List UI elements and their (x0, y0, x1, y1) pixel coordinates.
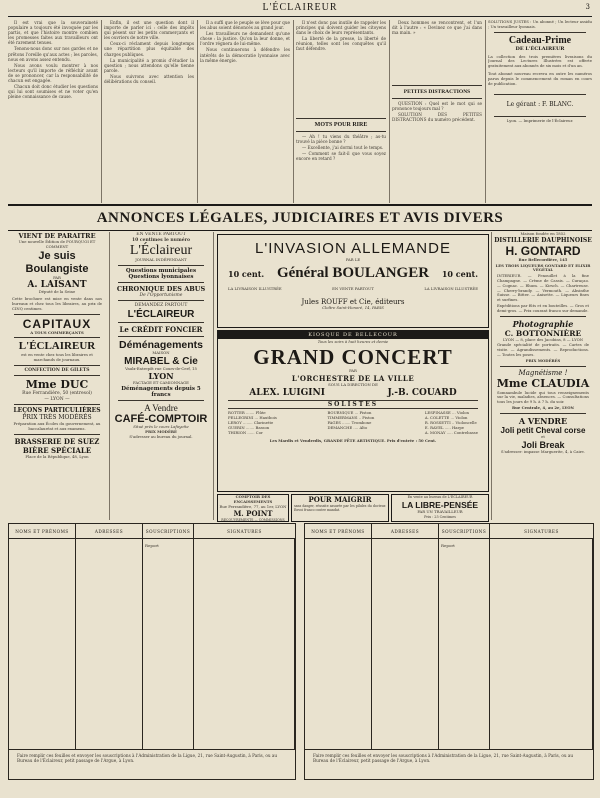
invasion-title: L'INVASION ALLEMANDE (255, 240, 451, 257)
prime-heading: Cadeau-Prime (508, 34, 572, 46)
maison-label: MAISON (152, 349, 170, 355)
editorial-column-3: Il a suffi que le peuple se lève pour que les abus soient dénoncés au grand jour. Les travailleurs ne demandent qu'une chose : la justice. Qu'on la leur donne, et l'ordre régnera de lui-même. Nous continuerons à défendre les intérêts de la démocratie lyonnaise avec la même énergie. (200, 20, 290, 63)
ad-column-right: Maison fondée en 1852 DISTILLERIE DAUPHINOISE H. GONTARD Rue Bellecordière, 145 LES TROIS LIQUEURS GONTARD ET ELIXIR VÉGÉTAL INTERIEUR. — Fenouillet à la fine Champagne. — Crème de Cassis. — Curaçao. — Cognac. — Rhum. — Kirsch. — Chartreuse. — Cherry-brandy. — Vermouth. — Absinthe Suisse. — Bitter. — Anisette. — Liqueurs fines et surfines. Expéditions par fûts et en bouteilles. — Gros et demi-gros. — Prix courant franco sur demande. Photographie C. BOTTONNIÈRE LYON — 8, place des Jacobins, 8 — LYON Grande spécialité de portraits. — Cartes de visite. — Agrandissements. — Reproductions. — Toutes les poses. PRIX MODÉRÉS Magnétisme ! Mme CLAUDIA Somnambule lucide qui tous renseignements sur la vie, maladies, absences. — Consultations tous les jours de 9 h. à 7 h. du soir. Rue Centrale, 4, au 2e, LYON A VENDRE Joli petit Cheval corse et Joli Break S'adresser: impasse Marguerite, 4, à Caire. (494, 232, 592, 454)
distillerie: DISTILLERIE DAUPHINOISE (494, 236, 592, 244)
a-vendre: A Vendre (144, 403, 178, 414)
bottonniere-prix: PRIX MODÉRÉS (525, 357, 561, 363)
column-rule (213, 232, 214, 520)
lecons-prix: PRIX TRÈS MODÉRÉS (22, 414, 92, 422)
column-rule (389, 20, 390, 203)
concert-par: PAR (349, 367, 357, 373)
et-label: et (541, 433, 545, 439)
prime-text: La collection des trois premières livraisons du Journal des Lectures Illustrées est offerte gratuitement aux abonnés de six mois et d'un an. (488, 53, 592, 69)
col-signatures: SIGNATURES (227, 528, 262, 534)
gerant: Le gérant : F. BLANC. (506, 101, 574, 109)
column-rule (101, 20, 102, 203)
col-adresses: ADRESSES (372, 524, 439, 538)
photographie: Photographie (512, 318, 574, 329)
grand-concert-title: GRAND CONCERT (253, 344, 453, 369)
boulanger-ad (217, 234, 489, 328)
eclaireur-sub: JOURNAL INDÉPENDANT (135, 257, 187, 262)
report-label: Report (145, 543, 159, 548)
point-name: M. POINT (233, 509, 273, 519)
annonces-banner: ANNONCES LÉGALES, JUDICIAIRES ET AVIS DIVERS (8, 204, 592, 231)
masthead-title: L'ÉCLAIREUR (262, 2, 338, 13)
par-label: PAR (53, 274, 61, 280)
opportunisme: De l'Opportunisme (139, 292, 183, 298)
vient-de-paraitre: VIENT DE PARAITRE (18, 232, 96, 240)
petition-footer: Faire remplir ces feuilles et envoyer les souscriptions à l'Administration de la Ligue, 21, rue Saint-Augustin, à Paris, ou au Bureau de l'Éclaireur, petit passage de l'Argue, à Lyon. (305, 749, 593, 766)
ad-column-1: VIENT DE PARAITRE Une nouvelle Édition de POURQUOI ET COMMENT Je suis Boulangiste PAR A. LAISANT Député de la Seine Cette brochure est mise en vente dans nos bureaux et chez tous les libraires, au prix de CINQ centimes. CAPITAUX A TOUS COMMERÇANTS L'ÉCLAIREUR est en vente chez tous les libraires et marchands de journaux. CONFECTION DE GILETS Mme DUC Rue Ferrandière, 50 (entresol) — LYON — LEÇONS PARTICULIÈRES PRIX TRÈS MODÉRÉS Préparation aux Écoles du gouvernement, au baccalauréat et aux examens. BRASSERIE DE SUEZ BIÈRE SPÉCIALE Place de la République, 48, Lyon (8, 232, 106, 520)
comptoir-ad (217, 494, 289, 522)
bottonniere-address: LYON — 8, place des Jacobins, 8 — LYON (502, 336, 584, 342)
author-sub: Député de la Seine (38, 289, 76, 295)
report-label: Report (441, 543, 455, 548)
demandez-title: L'ÉCLAIREUR (127, 308, 195, 320)
duc-name: Mme DUC (25, 378, 89, 392)
brasserie-title: BRASSERIE DE SUEZ (14, 437, 100, 447)
libre-pensee-title: LA LIBRE-PENSÉE (401, 499, 479, 510)
puzzles-column: Deux hommes se rencontrent, et l'un dit à l'autre : « Devinez ce que j'ai dans ma main. » (392, 20, 482, 36)
cafe-address: S'adresser au bureau du journal. (129, 433, 193, 439)
jokes-column: — Ah ! tu viens du théâtre ; as-tu trouvé la pièce bonne ? — Excellente, j'ai dormi tout le temps. — Comment se fait-il que vous soyez encore en retard ? (296, 134, 386, 162)
kiosque-banner: KIOSQUE DE BELLECOUR (218, 331, 488, 339)
editorial-column-2: Enfin, il est une question dont il importe de parler ici : celle des impôts qui pèsent sur les petits commerçants et les ouvriers de notre ville. Ceux-ci réclament depuis longtemps une répartition plus équitable des charges publiques. La municipalité a promis d'étudier la question ; nous attendons qu'elle tienne parole. Nous suivrons avec attention les délibérations du conseil. (104, 20, 194, 85)
gontard-liqueurs: LES TROIS LIQUEURS GONTARD ET ELIXIR VÉGÉTAL (495, 262, 591, 273)
petition-footer: Faire remplir ces feuilles et envoyer les souscriptions à l'Administration de la Ligue, 21, rue Saint-Augustin, à Paris, ou au Bureau de l'Éclaireur, petit passage de l'Argue, à Lyon. (9, 749, 295, 766)
biere-speciale: BIÈRE SPÉCIALE (22, 446, 92, 456)
maigrir-ad: POUR MAIGRIR sans danger, réussite assurée par les pilules du docteur. Envoi franco contre mandat. (291, 494, 389, 522)
mirabel-name: MIRABEL & Cie (124, 355, 198, 367)
capitaux-sub: A TOUS COMMERÇANTS (30, 329, 84, 335)
distractions-column: QUESTION : Quel est le mot qui se prononce toujours mal ? SOLUTION DES PETITES DISTRACTIONS du numéro précédent. (392, 101, 482, 123)
concert-ad (217, 330, 489, 492)
column-rule (109, 232, 110, 520)
lecons-title: LEÇONS PARTICULIÈRES (13, 407, 101, 415)
ad-column-2 (112, 232, 210, 520)
duc-city: — LYON — (44, 396, 70, 402)
editeurs-address: Cloître Saint-Honoré, 14, PARIS (322, 304, 384, 310)
right-a-vendre: A VENDRE (518, 415, 568, 426)
bottonniere-label: C. BOTTONNIÈRE (504, 328, 582, 338)
comptoir-address: Rue Ferrandière, 77, au 1er, LYON (219, 503, 287, 509)
eclaireur-title: L'Éclaireur (129, 243, 193, 258)
comptoir-title: COMPTOIR DES ENCAISSEMENTS (233, 494, 273, 504)
cafe-comptoir: CAFÉ-COMPTOIR (114, 413, 208, 426)
magnetisme: Magnétisme ! (518, 368, 568, 377)
point-sub: RECOUVREMENTS — COMMISSIONS (221, 518, 285, 523)
credit-foncier: Le CRÉDIT FONCIER (119, 324, 203, 334)
pour-maigrir: POUR MAIGRIR (308, 495, 372, 504)
general-label: Général (276, 264, 329, 281)
factage: FACTAGE ET CAMIONNAGE (133, 380, 189, 386)
concert-direction: SOUS LA DIRECTION DE (328, 381, 378, 387)
cafe-prix: PRIX MODÉRÉ (145, 428, 177, 434)
col-signatures: SIGNATURES (524, 528, 559, 534)
col-noms: NOMS ET PRÉNOMS (305, 524, 372, 538)
column-rule (491, 232, 492, 520)
livraison-left: LA LIVRAISON ILLUSTRÉE (228, 285, 282, 291)
libre-pensee-price: Prix : 25 Centimes (424, 514, 456, 519)
capitaux-title: CAPITAUX (22, 316, 92, 331)
concert-footer: Les Mardis et Vendredis, GRANDE FÊTE ARTISTIQUE. Prix d'entrée : 50 Cent. (269, 438, 437, 444)
price-right: 10 cent. (441, 268, 478, 279)
joli-break: Joli Break (521, 439, 565, 450)
solistes-heading: SOLISTES (228, 400, 478, 409)
section-heading-petites-distractions: PETITES DISTRACTIONS (392, 85, 482, 99)
claudia-address: Rue Centrale, 4, au 2e, LYON (511, 404, 574, 410)
confection: CONFECTION DE GILETS (24, 367, 90, 373)
column-rule (293, 20, 294, 203)
demenagements-depuis: Déménagements depuis 5 francs (121, 386, 201, 399)
column-rule (197, 20, 198, 203)
gontard-address: Rue Bellecordière, 145 (518, 256, 568, 262)
claudia-name: Mme CLAUDIA (496, 376, 590, 390)
prime-subheading: DE L'ÉCLAIREUR (515, 45, 565, 52)
brasserie-address: Place de la République, 48, Lyon (25, 454, 89, 460)
gontard-name: H. GONTARD (505, 243, 581, 258)
boulanger-name: BOULANGER (332, 264, 430, 281)
libre-pensee-author: PAR UN TRAVAILLEUR (417, 508, 463, 514)
demandez-partout: DEMANDEZ PARTOUT (134, 303, 188, 309)
col-souscriptions: SOUSCRIPTIONS (143, 524, 194, 538)
column-rule (485, 20, 486, 203)
en-vente: EN VENTE PARTOUT (136, 232, 186, 237)
eclaireur-ad-title: L'ÉCLAIREUR (18, 340, 96, 353)
cheval-corse: Joli petit Cheval corse (500, 425, 586, 435)
invasion-en-vente: EN VENTE PARTOUT (332, 285, 374, 291)
maison-fondee: Maison fondée en 1852 (520, 232, 566, 236)
price-left: 10 cent. (228, 268, 265, 279)
duc-address: Rue Ferrandière, 50 (entresol) (22, 391, 92, 397)
col-adresses: ADRESSES (76, 524, 143, 538)
boulangiste-title: Je suis Boulangiste (25, 249, 89, 275)
petition-form-left (8, 523, 296, 780)
mirabel-city: LYON (148, 371, 174, 382)
petition-form-right (304, 523, 594, 780)
livraison-right: LA LIVRAISON ILLUSTRÉE (424, 285, 478, 291)
concert-tous-les-soirs: Tous les soirs à huit heures et demie (317, 339, 389, 344)
section-heading-mots-pour-rire: MOTS POUR RIRE (296, 118, 386, 132)
prime-column: SOLUTIONS JUSTES : Un abonné ; Un lecteur assidu ; Un travailleur lyonnais. Cadeau-Prime DE L'ÉCLAIREUR La collection des trois premières livraisons du Journal des Lectures Illustrées est offerte gratuitement aux abonnés de six mois et d'un an. Tout abonné nouveau recevra en outre les numéros parus depuis le commencement du roman en cours de publication. Le gérant : F. BLANC. Lyon. — Imprimerie de l'Éclaireur. (488, 20, 592, 124)
col-noms: NOMS ET PRÉNOMS (9, 524, 76, 538)
page-number: 3 (585, 3, 590, 11)
mirabel-address: Vaulx-Entrepôt rue Cours-de-Cerf, 15 (125, 365, 197, 371)
col-souscriptions: SOUSCRIPTIONS (439, 524, 490, 538)
questions: Questions municipales Questions lyonnaises (125, 267, 197, 280)
cafe-sub: Situé près le cours Lafayette (133, 424, 189, 430)
chef-couard: J.-B. COUARD (387, 388, 457, 399)
editeurs: Jules ROUFF et Cie, éditeurs (301, 297, 405, 306)
orchestre: L'ORCHESTRE DE LA VILLE (291, 373, 415, 383)
prix-numero: 10 centimes le numéro (132, 237, 190, 243)
libre-pensee-head: En vente au bureau de L'ÉCLAIREUR (407, 495, 473, 499)
editorial-column-1: Il est vrai que la souveraineté populaire a toujours été invoquée par les partis, et que l'histoire montre combien les promesses faites aux travailleurs ont été rarement tenues. Tenons-nous donc sur nos gardes et ne prêtons l'oreille qu'aux actes ; les paroles, nous en avons assez entendu. Nous avons voulu montrer à nos lecteurs qu'il importe de réfléchir avant de se prononcer, car la responsabilité de chacun est engagée. Chacun doit donc étudier les questions qui lui sont soumises et ne voter qu'en pleine connaissance de cause. (8, 20, 98, 100)
chef-luigini: ALEX. LUIGINI (249, 388, 325, 399)
solistes-list: ROTTER ....... Flûte PELLEGRINI ... Hautbois LEROY ........ Clarinette GUERIN ....... Basson THIRION ...... Cor BOURNIQUE ... Piston TIMMERMANS .. Piston PAGES ....... Trombone DEMANCHE .... Alto LESPINASSE ... Violon A. COLETTE ... Violon R. ROSSETTI .. Violoncelle E. RAVEL ..... Harpe A. MONAY ..... Contrebasse (228, 410, 478, 435)
invasion-par: PAR LE (345, 257, 361, 262)
editorial-column-4: Il n'est donc pas inutile de rappeler les principes qui doivent guider les citoyens dans le choix de leurs représentants. La liberté de la presse, la liberté de réunion, telles sont les conquêtes qu'il faut défendre. (296, 20, 386, 52)
break-address: S'adresser: impasse Marguerite, 4, à Caire. (501, 448, 585, 454)
imprimerie: Lyon. — Imprimerie de l'Éclaireur. (506, 118, 574, 124)
demenagements-title: Déménagements (118, 338, 204, 351)
libre-pensee-ad (391, 494, 489, 522)
chronique: CHRONIQUE DES ABUS (116, 284, 206, 293)
author-name: A. LAISANT (27, 280, 87, 291)
masthead (8, 2, 592, 17)
vient-sub: Une nouvelle Édition de POURQUOI ET COMMENT (18, 239, 96, 249)
